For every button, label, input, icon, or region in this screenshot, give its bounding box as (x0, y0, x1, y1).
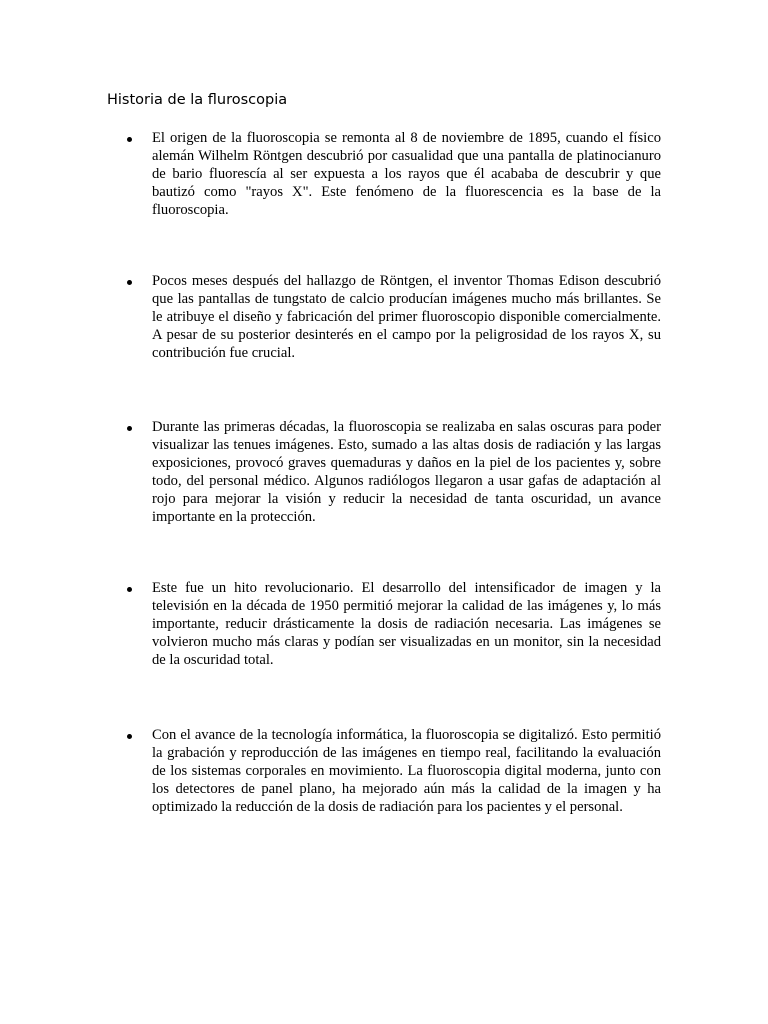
bullet-dot-icon (127, 280, 132, 285)
bullet-dot-icon (127, 734, 132, 739)
paragraph-text: El origen de la fluoroscopia se remonta al 8 de noviembre de 1895, cuando el físico alemán Wilhelm Röntgen descubrió por casualidad que una pantalla de platinocianuro de bario fluorescía al ser expuesta a los rayos que él acababa de descubrir y que bautizó como "rayos X". Este fenómeno de la fluorescencia es la base de la fluoroscopia. (152, 130, 661, 218)
paragraph-text: Durante las primeras décadas, la fluoroscopia se realizaba en salas oscuras para poder visualizar las tenues imágenes. Esto, sumado a las altas dosis de radiación y las largas exposiciones, provocó graves quemaduras y daños en la piel de los pacientes y, sobre todo, del personal médico. Algunos radiólogos llegaron a usar gafas de adaptación al rojo para mejorar la visión y reducir la necesidad de tanta oscuridad, un avance importante en la protección. (152, 419, 661, 525)
bullet-dot-icon (127, 137, 132, 142)
paragraph-text: Este fue un hito revolucionario. El desarrollo del intensificador de imagen y la televisión en la década de 1950 permitió mejorar la calidad de las imágenes y, lo más importante, reducir drásticamente la dosis de radiación necesaria. Las imágenes se volvieron mucho más claras y podían ser visualizadas en un monitor, sin la necesidad de la oscuridad total. (152, 580, 661, 668)
bullet-dot-icon (127, 426, 132, 431)
bullet-dot-icon (127, 587, 132, 592)
document-title: Historia de la fluroscopia (107, 92, 288, 108)
paragraph-text: Pocos meses después del hallazgo de Röntgen, el inventor Thomas Edison descubrió que las pantallas de tungstato de calcio producían imágenes mucho más brillantes. Se le atribuye el diseño y fabricación del primer fluoroscopio disponible comercialmente. A pesar de su posterior desinterés en el campo por la peligrosidad de los rayos X, su contribución fue crucial. (152, 273, 661, 361)
paragraph-text: Con el avance de la tecnología informática, la fluoroscopia se digitalizó. Esto permitió la grabación y reproducción de las imágenes en tiempo real, facilitando la evaluación de los sistemas corporales en movimiento. La fluoroscopia digital moderna, junto con los detectores de panel plano, ha mejorado aún más la calidad de la imagen y ha optimizado la reducción de la dosis de radiación para los pacientes y el personal. (152, 727, 661, 815)
